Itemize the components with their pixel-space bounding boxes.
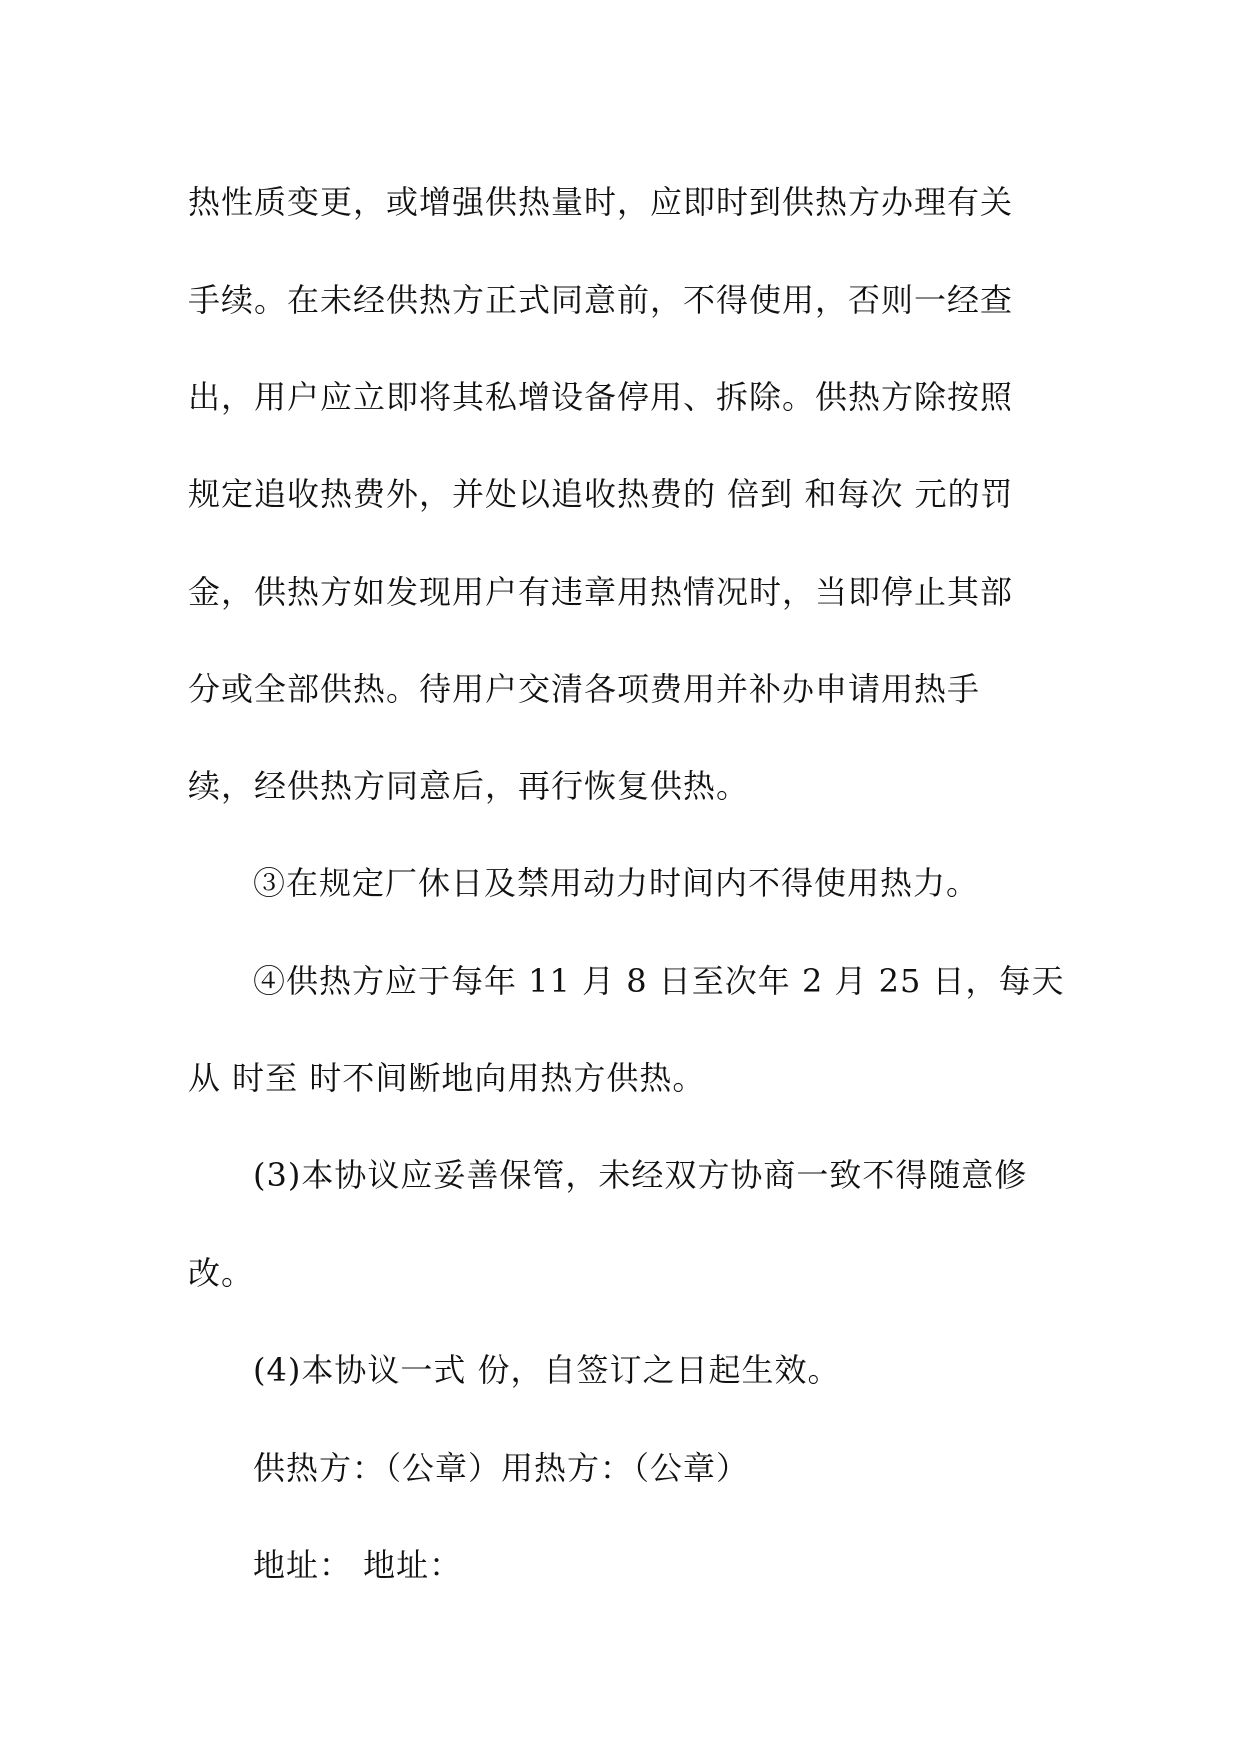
clause-4-circled: ④供热方应于每年 11 月 8 日至次年 2 月 25 日，每天 bbox=[253, 962, 1065, 1000]
clause-3-circled: ③在规定厂休日及禁用动力时间内不得使用热力。 bbox=[253, 864, 980, 902]
text-line-10: 从 时至 时不间断地向用热方供热。 bbox=[188, 1059, 706, 1097]
text-line-7: 续，经供热方同意后，再行恢复供热。 bbox=[188, 767, 750, 805]
signature-line: 供热方：（公章）用热方：（公章） bbox=[253, 1449, 750, 1487]
text-line-1: 热性质变更，或增强供热量时，应即时到供热方办理有关 bbox=[188, 183, 1014, 221]
text-line-2: 手续。在未经供热方正式同意前，不得使用，否则一经查 bbox=[188, 281, 1014, 319]
text-line-6: 分或全部供热。待用户交清各项费用并补办申请用热手 bbox=[188, 670, 981, 708]
text-line-3: 出，用户应立即将其私增设备停用、拆除。供热方除按照 bbox=[188, 378, 1014, 416]
text-line-5: 金，供热方如发现用户有违章用热情况时，当即停止其部 bbox=[188, 573, 1014, 611]
text-line-12: 改。 bbox=[188, 1254, 255, 1292]
text-line-4: 规定追收热费外，并处以追收热费的 倍到 和每次 元的罚 bbox=[188, 475, 1014, 513]
address-line: 地址： 地址： bbox=[253, 1546, 463, 1584]
clause-3-paren: (3)本协议应妥善保管，未经双方协商一致不得随意修 bbox=[253, 1156, 1028, 1194]
clause-4-paren: (4)本协议一式 份，自签订之日起生效。 bbox=[253, 1351, 841, 1389]
